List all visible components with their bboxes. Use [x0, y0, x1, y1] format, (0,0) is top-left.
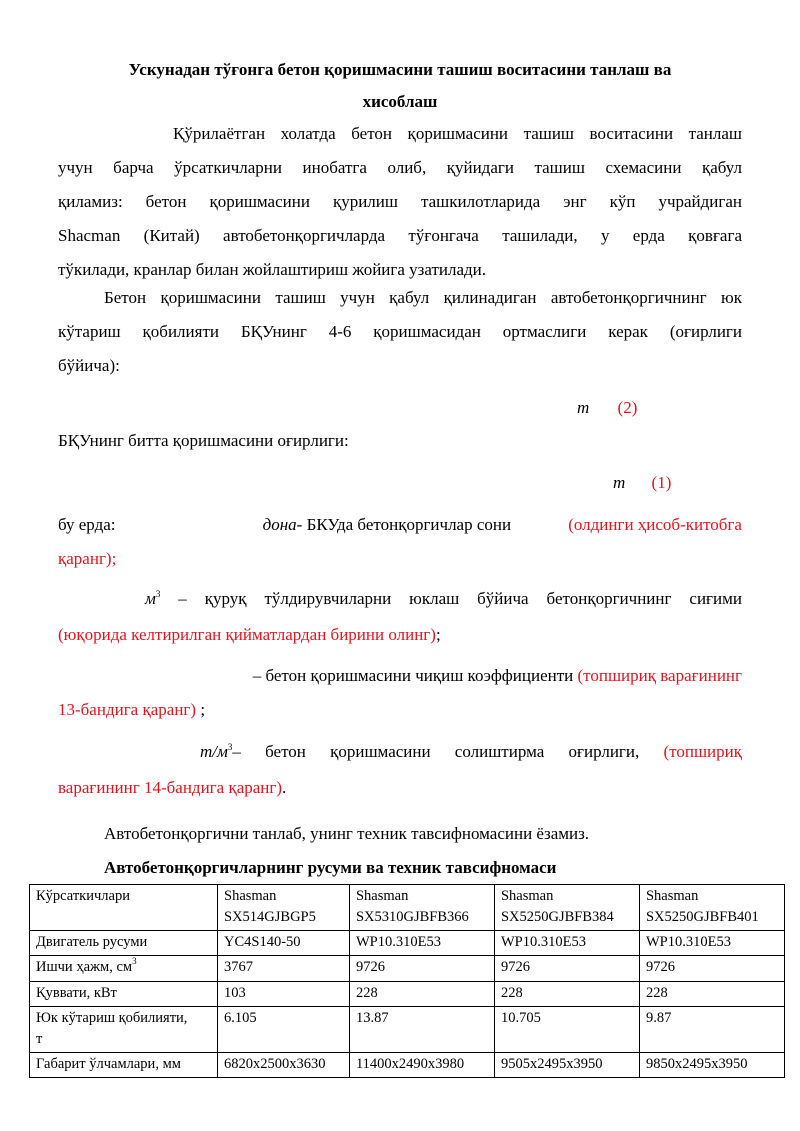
row-label-sup: 3: [132, 956, 137, 966]
model-code: SX5310GJBFB366: [355, 909, 469, 925]
paragraph-line: Бетон қоришмасини ташиш учун қабул қилинадиган автобетонқоргичнинг юк: [104, 288, 742, 307]
table-cell: 228: [494, 982, 639, 1007]
title-line-2: хисоблаш: [362, 92, 438, 111]
table-heading: Автобетонқоргичларнинг русуми ва техник тавсифномаси: [104, 858, 557, 877]
header-model-cell: [494, 885, 639, 931]
paragraph-transport-scheme: [58, 117, 742, 287]
table-cell: 9726: [349, 956, 494, 982]
table-cell: 9505x2495x3950: [494, 1053, 639, 1078]
row-label: Двигатель русуми: [30, 931, 218, 956]
table-cell: 10.705: [494, 1007, 639, 1053]
table-cell: 228: [349, 982, 494, 1007]
document-title: [58, 54, 742, 118]
density-tail: .: [282, 778, 287, 797]
model-code: SX514GJBGP5: [224, 909, 316, 925]
table-row: [30, 1007, 785, 1053]
table-cell: 9726: [494, 956, 639, 982]
formula-unit: т: [613, 473, 626, 492]
table-cell: 103: [218, 982, 350, 1007]
coefficient-definition: [58, 659, 742, 727]
model-brand: Shasman: [355, 888, 409, 904]
model-brand: Shasman: [645, 888, 699, 904]
paragraph-line: Shacman (Китай) автобетонқоргичларда тўғонгача ташилади, у ерда қовғага: [58, 226, 742, 245]
header-model-cell: [349, 885, 494, 931]
capacity-unit-sup: 3: [155, 589, 161, 599]
capacity-text: – қуруқ тўлдирувчиларни юклаш бўйича бетонқоргичнинг сиғими: [160, 589, 742, 608]
coefficient-reference: (топшириқ варағининг: [577, 666, 742, 685]
coefficient-text: – бетон қоришмасини чиқиш коэффициенти: [252, 666, 578, 685]
row-label-text: Ишчи ҳажм, см: [36, 959, 133, 975]
table-cell: WP10.310E53: [639, 931, 784, 956]
table-header-row: [30, 885, 785, 931]
where-text: БКУда бетонқоргичлар сони: [302, 515, 512, 534]
capacity-unit: м: [145, 589, 156, 608]
row-label: [30, 956, 218, 982]
table-cell: 9726: [639, 956, 784, 982]
paragraph-line: Қўрилаётган холатда бетон қоришмасини ташиш воситасини танлаш: [173, 124, 742, 143]
density-reference: (топшириқ: [663, 742, 742, 761]
model-code: SX5250GJBFB401: [645, 909, 759, 925]
paragraph-line: бўйича):: [58, 356, 120, 375]
where-unit: дона-: [262, 515, 303, 534]
row-label-line: т: [36, 1031, 43, 1047]
table-cell: 11400x2490x3980: [349, 1053, 494, 1078]
coefficient-tail: ;: [196, 700, 206, 719]
table-cell: 228: [639, 982, 784, 1007]
where-label: бу ерда:: [58, 515, 116, 534]
where-reference-cont: қаранг);: [58, 549, 117, 568]
density-unit: т/м: [200, 742, 228, 761]
table-cell: 9.87: [639, 1007, 784, 1053]
model-code: SX5250GJBFB384: [500, 909, 614, 925]
title-line-1: Ускунадан тўғонга бетон қоришмасини ташиш воситасини танлаш ва: [128, 60, 672, 79]
table-cell: 6820x2500x3630: [218, 1053, 350, 1078]
where-reference: (олдинги ҳисоб-китобга: [568, 515, 742, 534]
paragraph-line: учун барча ўрсаткичларни инобатга олиб, қуйидаги ташиш схемасини қабул: [58, 158, 742, 177]
formula-unit: т: [577, 398, 590, 417]
where-count: [58, 508, 742, 576]
table-cell: YC4S140-50: [218, 931, 350, 956]
table-row: [30, 931, 785, 956]
table-row: [30, 982, 785, 1007]
formula-number: (2): [617, 398, 638, 417]
density-reference-cont: варағининг 14-бандига қаранг): [58, 778, 283, 797]
paragraph-capacity: [58, 281, 742, 383]
formula-1: [613, 466, 671, 500]
formula-number: (1): [651, 473, 672, 492]
row-label: [30, 1007, 218, 1053]
row-label: Габарит ўлчамлари, мм: [30, 1053, 218, 1078]
capacity-definition: [58, 582, 742, 652]
table-row: [30, 956, 785, 982]
density-text: – бетон қоришмасини солиштирма оғирлиги,: [232, 742, 664, 761]
table-cell: 3767: [218, 956, 350, 982]
table-cell: 9850x2495x3950: [639, 1053, 784, 1078]
paragraph-line: тўкилади, кранлар билан жойлаштириш жойига узатилади.: [58, 260, 487, 279]
row-label: Қуввати, кВт: [30, 982, 218, 1007]
header-model-cell: [639, 885, 784, 931]
table-cell: 13.87: [349, 1007, 494, 1053]
table-cell: WP10.310E53: [349, 931, 494, 956]
paragraph-line: кўтариш қобилияти БҚУнинг 4-6 қоришмасидан ортмаслиги керак (оғирлиги: [58, 322, 742, 341]
capacity-tail: ;: [435, 625, 441, 644]
table-cell: 6.105: [218, 1007, 350, 1053]
paragraph-line: қиламиз: бетон қоришмасини қурилиш ташкилотларида энг кўп учрайдиган: [58, 192, 742, 211]
coefficient-reference-cont: 13-бандига қаранг): [58, 700, 197, 719]
formula-2: [577, 391, 637, 425]
header-model-cell: [218, 885, 350, 931]
capacity-reference: (юқорида келтирилган қийматлардан бирини олинг): [58, 625, 436, 644]
model-brand: Shasman: [224, 888, 277, 904]
table-cell: WP10.310E53: [494, 931, 639, 956]
choose-mixer-text: Автобетонқоргични танлаб, унинг техник тавсифномасини ёзамиз.: [104, 824, 590, 843]
specifications-table: [29, 884, 785, 1078]
table-row: [30, 1053, 785, 1078]
bku-weight-label: БҚУнинг битта қоришмасини оғирлиги:: [58, 431, 349, 450]
model-brand: Shasman: [500, 888, 554, 904]
header-label-cell: Кўрсаткичлари: [30, 885, 218, 931]
row-label-line: Юк кўтариш қобилияти,: [36, 1010, 188, 1026]
density-definition: [58, 735, 742, 805]
density-unit-sup: 3: [227, 742, 233, 752]
